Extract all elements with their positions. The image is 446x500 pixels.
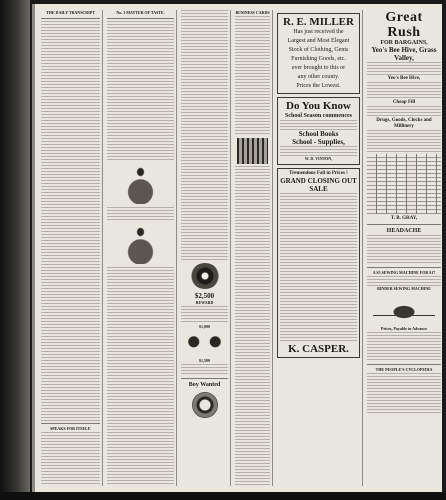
boy-wanted-heading: Boy Wanted xyxy=(188,382,221,388)
miller-advertisement xyxy=(277,13,360,94)
bee-hive-subheading: Yeo's Bee Hive, xyxy=(387,76,421,81)
cheap-fill: Cheap Fill xyxy=(392,100,416,105)
flower-illustration xyxy=(190,263,220,289)
seal-emblem xyxy=(192,392,218,418)
miller-line: ever brought to this or xyxy=(291,65,346,71)
rule xyxy=(367,364,441,365)
vinton-name: W. D. VINTON, xyxy=(304,156,333,161)
rule xyxy=(41,423,100,424)
article-text xyxy=(41,21,100,421)
great-rush-heading: Great Rush xyxy=(385,10,423,40)
reward-text xyxy=(181,306,228,324)
fashion-illustration xyxy=(113,224,168,264)
column-header: No. 3 MATTER OF TASTE. xyxy=(116,10,165,15)
column-2 xyxy=(105,10,177,486)
ad-text xyxy=(367,62,441,76)
column-4 xyxy=(233,10,273,486)
rule xyxy=(107,18,174,19)
column-1 xyxy=(39,10,103,486)
rule xyxy=(181,378,228,379)
column-6 xyxy=(365,10,442,486)
miller-line: Prices the Lowest. xyxy=(296,83,341,89)
cyclopedia-heading: THE PEOPLE'S CYCLOPEDIA xyxy=(375,367,433,372)
prices-heading: Prices, Payable in Advance xyxy=(381,326,427,331)
gray-name: T. B. GRAY, xyxy=(390,216,418,221)
masthead: THE DAILY TRANSCRIPT xyxy=(46,10,95,15)
rule xyxy=(367,267,441,268)
sewing-machine-illustration xyxy=(373,294,435,324)
building-illustration xyxy=(237,138,268,164)
miller-line: Furnishing Goods, etc. xyxy=(291,56,346,62)
closing-out-heading: GRAND CLOSING OUT SALE xyxy=(280,177,357,193)
ad-text xyxy=(367,235,441,265)
vinton-advertisement xyxy=(277,97,360,165)
article-text xyxy=(107,207,174,221)
casper-advertisement xyxy=(277,168,360,358)
ad-text xyxy=(367,332,441,362)
scan-edge-left xyxy=(0,0,30,500)
price-list xyxy=(280,193,357,343)
column-5 xyxy=(275,10,363,486)
miller-line: Largest and Most Elegant xyxy=(287,38,350,44)
business-cards-header: BUSINESS CARDS xyxy=(235,10,270,15)
amount-1500: $1,500 xyxy=(199,358,210,363)
sewing-heading: A S5 SEWING MACHINE FOR $17 xyxy=(372,270,436,275)
school-books: School Books xyxy=(298,130,339,138)
miller-line: Stock of Clothing, Gents xyxy=(288,47,349,53)
scan-edge-bottom xyxy=(0,492,446,500)
article-text xyxy=(181,364,228,376)
ad-text xyxy=(280,120,357,130)
amount-1000: $1,000 xyxy=(199,324,210,329)
article-text xyxy=(107,267,174,486)
column-3 xyxy=(179,10,231,486)
school-season: School Season commences xyxy=(285,113,352,119)
tremendous-heading: Tremendous Fall in Prices ! xyxy=(289,171,348,176)
reward-label: REWARD xyxy=(195,300,214,305)
advertisement-text xyxy=(41,432,100,486)
miller-name: R. E. MILLER xyxy=(283,16,354,28)
for-bargains: FOR BARGAINS, xyxy=(380,40,428,46)
bee-hive-heading: Yeo's Bee Hive, Grass Valley, xyxy=(371,46,437,62)
headache-heading: HEADACHE xyxy=(386,228,422,234)
miller-line: any other county. xyxy=(297,74,340,80)
price-table xyxy=(367,154,441,214)
rule xyxy=(41,18,100,19)
miller-line: Has just received the xyxy=(293,29,344,35)
ad-text xyxy=(367,276,441,286)
do-you-know-heading: Do You Know xyxy=(286,100,351,112)
ad-text xyxy=(367,106,441,118)
article-text xyxy=(181,10,228,260)
portraits-illustration xyxy=(183,333,226,355)
lady-illustration xyxy=(113,164,168,204)
casper-name: K. CASPER. xyxy=(288,343,349,355)
ad-text xyxy=(280,146,357,156)
ad-text xyxy=(367,130,441,152)
reward-amount: $2,500 xyxy=(194,292,215,300)
business-cards-text xyxy=(235,16,270,136)
business-cards-text xyxy=(235,166,270,486)
binder-heading: BINDER SEWING MACHINE xyxy=(377,286,431,291)
ad-text xyxy=(367,373,441,413)
speaks-heading: SPEAKS FOR ITSELF. xyxy=(50,426,91,431)
article-text xyxy=(107,21,174,161)
newspaper-page xyxy=(32,4,442,492)
school-supplies: School - Supplies, xyxy=(292,138,345,146)
ad-text xyxy=(367,82,441,100)
rule xyxy=(367,224,441,225)
drugs-line: Drugs, Goods, Clocks and Millinery xyxy=(376,118,432,129)
